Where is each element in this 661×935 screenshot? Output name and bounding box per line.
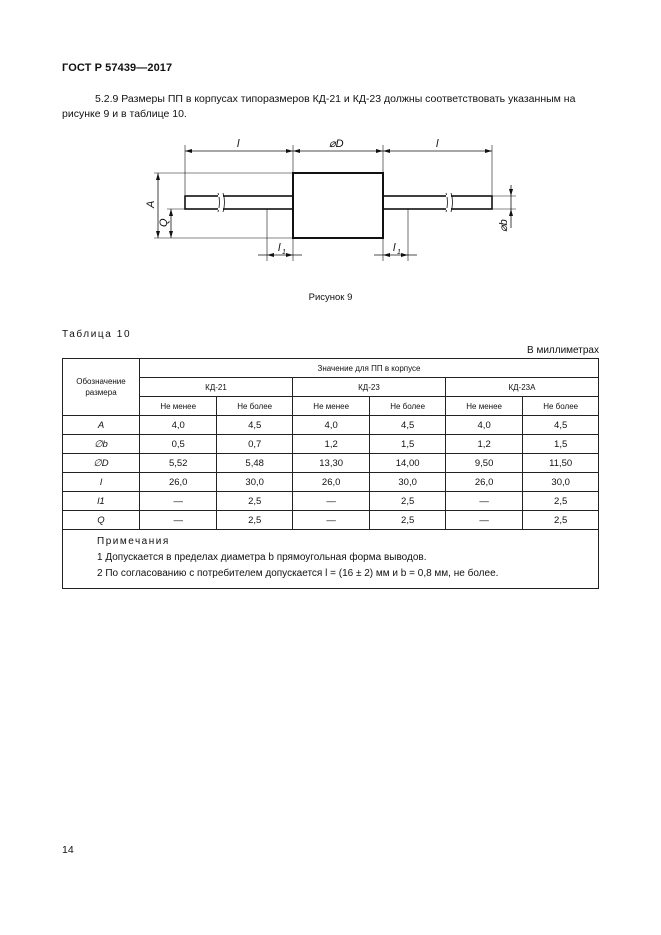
document-header: ГОСТ Р 57439—2017 bbox=[62, 62, 173, 74]
note-2: 2 По согласованию с потребителем допускается l = (16 ± 2) мм и b = 0,8 мм, не более. bbox=[97, 568, 499, 579]
max-header: Не более bbox=[370, 397, 446, 416]
cell: 2,5 bbox=[217, 492, 293, 511]
cell: 1,2 bbox=[445, 435, 522, 454]
label-b: ⌀b bbox=[498, 219, 510, 232]
cell: 26,0 bbox=[140, 473, 217, 492]
cell: 4,0 bbox=[445, 416, 522, 435]
table-row bbox=[63, 511, 599, 530]
cell: 30,0 bbox=[523, 473, 599, 492]
min-header: Не менее bbox=[445, 397, 522, 416]
cell: — bbox=[292, 511, 369, 530]
min-header: Не менее bbox=[140, 397, 217, 416]
table-row bbox=[63, 435, 599, 454]
row-symbol: ∅D bbox=[63, 454, 140, 473]
table-notes bbox=[63, 530, 599, 589]
dimensions-table bbox=[62, 358, 599, 589]
cell: — bbox=[292, 492, 369, 511]
cell: 2,5 bbox=[217, 511, 293, 530]
max-header: Не более bbox=[217, 397, 293, 416]
min-header: Не менее bbox=[292, 397, 369, 416]
label-l1-left-sub: 1 bbox=[282, 249, 286, 256]
label-l-left: l bbox=[237, 138, 240, 150]
cell: 30,0 bbox=[370, 473, 446, 492]
cell: 0,7 bbox=[217, 435, 293, 454]
case-header-kd23: КД-23 bbox=[292, 378, 445, 397]
cell: 2,5 bbox=[370, 511, 446, 530]
cell: — bbox=[140, 492, 217, 511]
case-header-kd23a: КД-23А bbox=[445, 378, 598, 397]
table-units: В миллиметрах bbox=[527, 345, 599, 356]
cell: 1,5 bbox=[370, 435, 446, 454]
label-q: Q bbox=[158, 218, 170, 227]
table-row bbox=[63, 473, 599, 492]
cell: 26,0 bbox=[445, 473, 522, 492]
label-l1-right-sub: 1 bbox=[397, 249, 401, 256]
cell: 5,52 bbox=[140, 454, 217, 473]
cell: — bbox=[445, 511, 522, 530]
cell: 2,5 bbox=[523, 492, 599, 511]
cell: 4,0 bbox=[140, 416, 217, 435]
page-number: 14 bbox=[62, 844, 74, 856]
cell: 2,5 bbox=[370, 492, 446, 511]
row-symbol: ∅b bbox=[63, 435, 140, 454]
group-header: Значение для ПП в корпусе bbox=[140, 359, 599, 378]
cell: 13,30 bbox=[292, 454, 369, 473]
note-1: 1 Допускается в пределах диаметра b прямоугольная форма выводов. bbox=[97, 552, 427, 563]
designation-header: Обозначение размера bbox=[63, 359, 140, 416]
cell: 4,5 bbox=[370, 416, 446, 435]
cell: 4,5 bbox=[523, 416, 599, 435]
cell: 11,50 bbox=[523, 454, 599, 473]
figure-caption: Рисунок 9 bbox=[308, 292, 353, 303]
row-symbol: l1 bbox=[63, 492, 140, 511]
intro-line-2: рисунке 9 и в таблице 10. bbox=[62, 108, 187, 120]
row-symbol: A bbox=[63, 416, 140, 435]
cell: 1,5 bbox=[523, 435, 599, 454]
cell: 4,5 bbox=[217, 416, 293, 435]
cell: 14,00 bbox=[370, 454, 446, 473]
notes-title: Примечания bbox=[97, 536, 170, 547]
cell: 4,0 bbox=[292, 416, 369, 435]
label-a: A bbox=[145, 200, 157, 208]
cell: 2,5 bbox=[523, 511, 599, 530]
row-symbol: Q bbox=[63, 511, 140, 530]
case-header-kd21: КД-21 bbox=[140, 378, 293, 397]
cell: — bbox=[140, 511, 217, 530]
cell: — bbox=[445, 492, 522, 511]
figure-9-drawing bbox=[140, 133, 530, 263]
label-l1-left: l bbox=[278, 242, 281, 254]
max-header: Не более bbox=[523, 397, 599, 416]
table-row bbox=[63, 416, 599, 435]
cell: 0,5 bbox=[140, 435, 217, 454]
cell: 30,0 bbox=[217, 473, 293, 492]
row-symbol: l bbox=[63, 473, 140, 492]
label-diameter-d: ⌀D bbox=[329, 138, 344, 150]
table-row bbox=[63, 454, 599, 473]
label-l1-right: l bbox=[393, 242, 396, 254]
cell: 5,48 bbox=[217, 454, 293, 473]
intro-paragraph bbox=[62, 92, 602, 122]
cell: 1,2 bbox=[292, 435, 369, 454]
table-title: Таблица 10 bbox=[62, 329, 132, 340]
label-l-right: l bbox=[436, 138, 439, 150]
cell: 26,0 bbox=[292, 473, 369, 492]
cell: 9,50 bbox=[445, 454, 522, 473]
intro-line-1: 5.2.9 Размеры ПП в корпусах типоразмеров КД-21 и КД-23 должны соответствовать указанным на bbox=[95, 93, 576, 105]
table-row bbox=[63, 492, 599, 511]
